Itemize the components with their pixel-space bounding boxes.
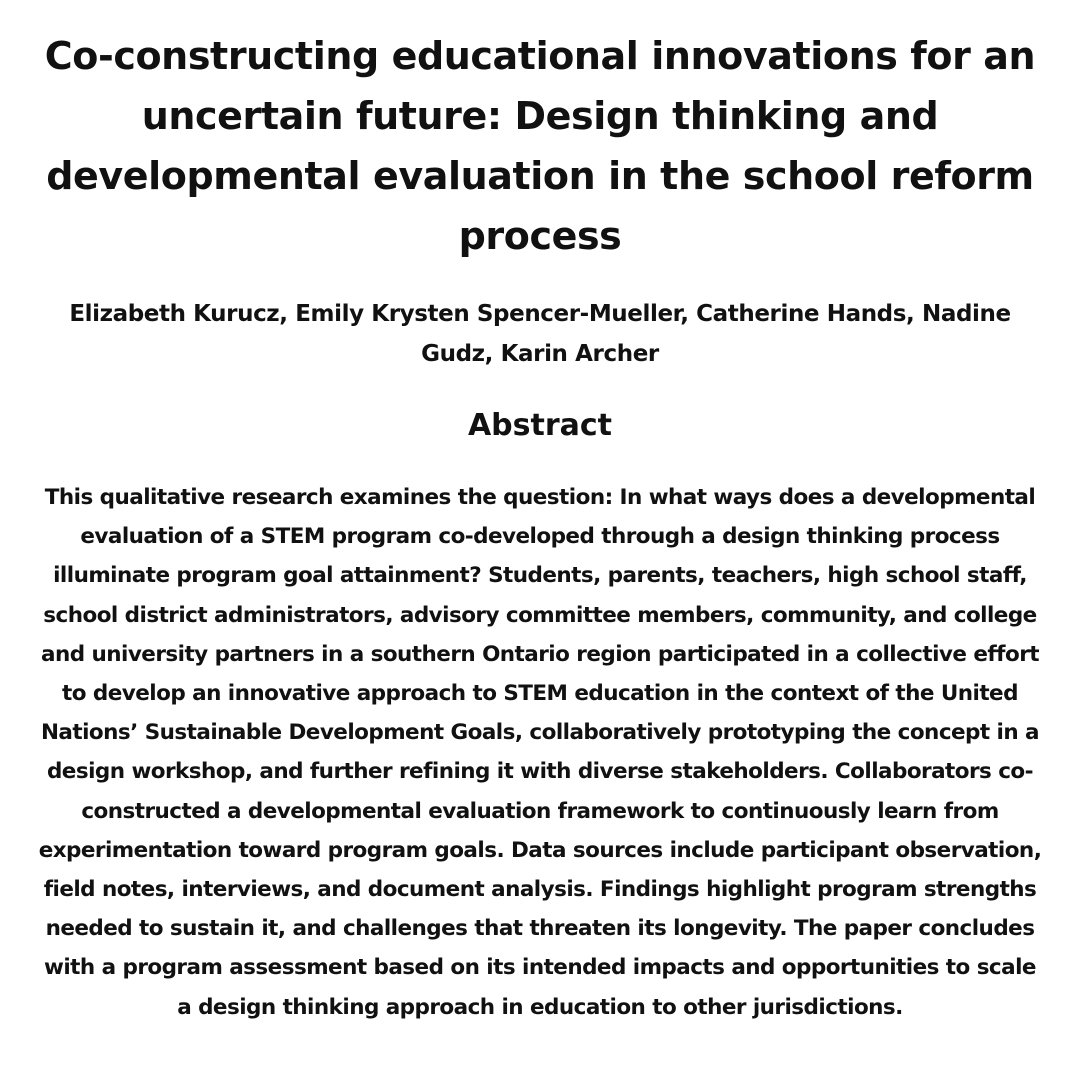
abstract-text: This qualitative research examines the question: In what ways does a developmental evaluation of a STEM program co-developed through a design thinking process illuminate program goal attainment? Students, parents, teachers, high school staff, school district administrators, advisory committee members, community, and college and university partners in a southern Ontario region participated in a collective effort to develop an innovative approach to STEM education in the context of the United Nations’ Sustainable Development Goals, collaboratively prototyping the concept in a design workshop, and further refining it with diverse stakeholders. Collaborators co-constructed a developmental evaluation framework to continuously learn from experimentation toward program goals. Data sources include participant observation, field notes, interviews, and document analysis. Findings highlight program strengths needed to sustain it, and challenges that threaten its longevity. The paper concludes with a program assessment based on its intended impacts and opportunities to scale a design thinking approach in education to other jurisdictions. (38, 485, 1042, 1020)
author-list: Elizabeth Kurucz, Emily Krysten Spencer-Mueller, Catherine Hands, Nadine Gudz, Karin Archer (69, 301, 1011, 367)
abstract-heading: Abstract (467, 408, 613, 443)
paper-title: Co-constructing educational innovations for an uncertain future: Design thinking and developmental evaluation in the school reform process (44, 34, 1036, 258)
